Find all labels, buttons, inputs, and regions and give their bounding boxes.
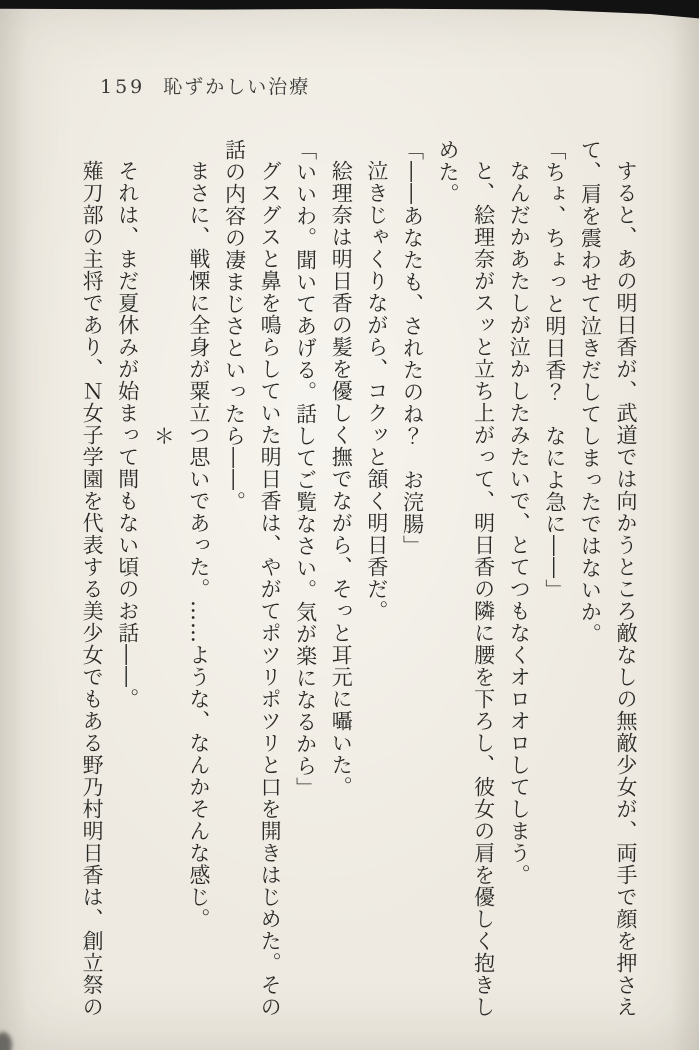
paragraph: 絵理奈は明日香の髪を優しく撫でながら、そっと耳元に囁いた。 (329, 160, 354, 798)
paragraph: それは、まだ夏休みが始まって間もない頃のお話――。 (115, 160, 140, 710)
paragraph: 「いいわ。聞いてあげる。話してご覧なさい。気が楽になるから」 (293, 139, 318, 799)
section-separator: ＊ (151, 425, 176, 447)
paragraph: 泣きじゃくりながら、コクッと頷く明日香だ。 (364, 160, 389, 622)
paragraph: 「ちょ、ちょっと明日香？ なによ急に――」 (542, 139, 567, 601)
paragraph: すると、あの明日香が、武道では向かうところ敵なしの無敵少女が、両手で顔を押さえて、肩を震わせて泣きだしてしまったではないか。 (578, 139, 638, 1018)
paragraph: と、絵理奈がスッと立ち上がって、明日香の隣に腰を下ろし、彼女の肩を優しく抱きしめた。 (436, 139, 496, 1018)
scan-artifact-corner (0, 1032, 12, 1050)
paragraph: 薙刀部の主将であり、Ｎ女子学園を代表する美少女でもある野乃村明日香は、創立祭の (80, 160, 105, 1018)
paragraph: まさに、戦慄に全身が粟立つ思いであった。……ような、なんかそんな感じ。 (186, 160, 211, 930)
running-header (100, 72, 310, 99)
chapter-title: 恥ずかしい治療 (163, 76, 311, 98)
vertical-text-body (74, 139, 644, 1021)
paragraph: 「――あなたも、されたのね？ お浣腸」 (400, 139, 425, 557)
paragraph: なんだかあたしが泣かしたみたいで、とてつもなくオロオロしてしまう。 (507, 160, 532, 886)
paragraph: グスグスと鼻を鳴らしていた明日香は、やがてポツリポツリと口を開きはじめた。その話の内容の凄まじさといったら――。 (222, 139, 283, 1018)
page-number: 159 (100, 76, 146, 98)
scan-artifact-top (0, 0, 699, 20)
